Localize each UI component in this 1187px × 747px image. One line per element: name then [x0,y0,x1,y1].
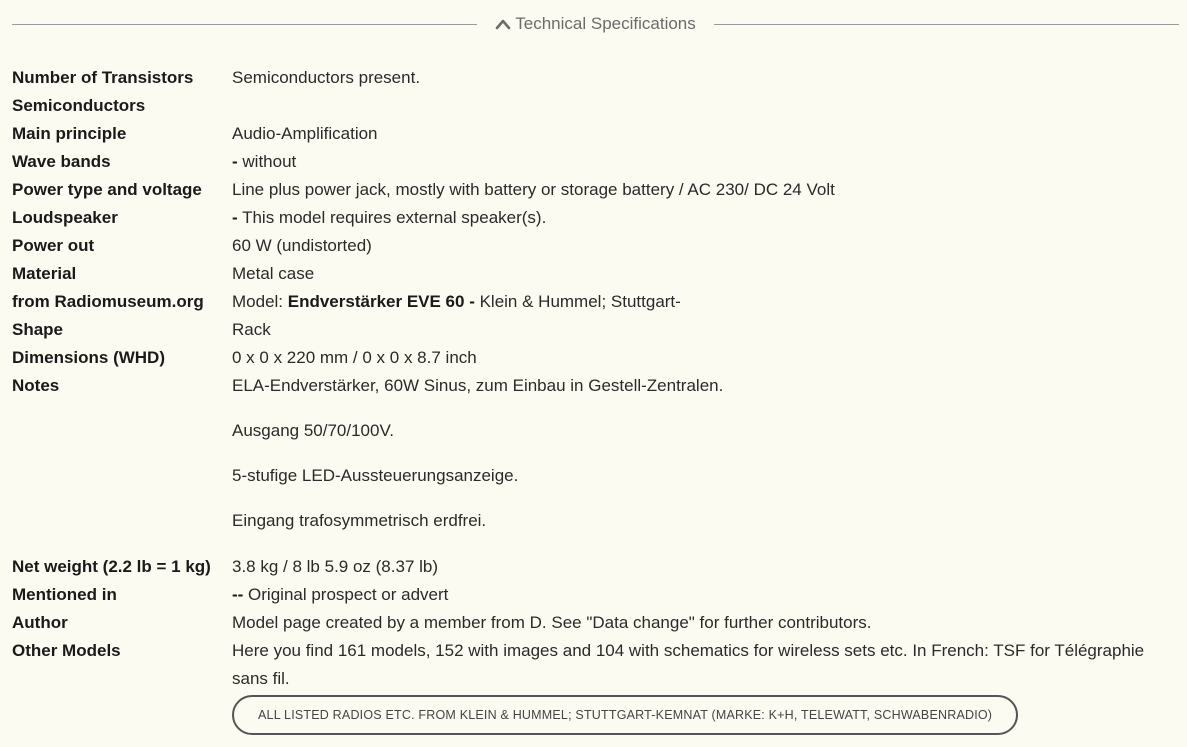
spec-row-semiconductors [12,92,1183,120]
notes-value [232,372,1183,553]
spec-row-dimensions [12,344,1183,372]
power-type-label: Power type and voltage [12,180,202,199]
mentioned-dash: -- [232,585,244,604]
other-models-label: Other Models [12,641,121,660]
spec-table [12,64,1183,735]
main-principle-label: Main principle [12,124,127,143]
from-radiomuseum-label: from Radiomuseum.org [12,292,204,311]
section-title: Technical Specifications [515,14,696,33]
spec-row-transistors [12,64,1183,92]
net-weight-label: Net weight (2.2 lb = 1 kg) [12,557,211,576]
semiconductors-value [232,92,1183,120]
notes-paragraph: Eingang trafosymmetrisch erdfrei. [232,511,487,530]
model-prefix: Model: [232,292,288,311]
material-value: Metal case [232,264,315,283]
spec-row-author [12,609,1183,637]
spec-row-material [12,260,1183,288]
power-type-value: Line plus power jack, mostly with battery or storage battery / AC 230/ DC 24 Volt [232,180,835,199]
spec-row-power-out [12,232,1183,260]
wave-bands-value [232,148,1183,176]
wave-bands-label: Wave bands [12,152,111,171]
dimensions-label: Dimensions (WHD) [12,348,165,367]
spec-row-other-models [12,637,1183,735]
technical-specifications-toggle[interactable] [477,14,713,34]
spec-row-main-principle [12,120,1183,148]
mentioned-in-value [232,581,1183,609]
author-label: Author [12,613,68,632]
spec-row-wave-bands [12,148,1183,176]
net-weight-value: 3.8 kg / 8 lb 5.9 oz (8.37 lb) [232,557,439,576]
loudspeaker-dash: - [232,208,238,227]
divider-right [714,24,1179,25]
shape-label: Shape [12,320,64,339]
mentioned-in-label: Mentioned in [12,585,117,604]
from-radiomuseum-value [232,288,1183,316]
spec-row-mentioned-in [12,581,1183,609]
material-label: Material [12,264,77,283]
wave-bands-text: without [237,152,297,171]
notes-paragraph: ELA-Endverstärker, 60W Sinus, zum Einbau in Gestell-Zentralen. [232,376,724,395]
all-listed-container [232,695,1183,735]
spec-row-notes [12,372,1183,553]
spec-row-from-radiomuseum [12,288,1183,316]
spec-row-power-type [12,176,1183,204]
main-principle-value: Audio-Amplification [232,124,378,143]
all-listed-radios-button[interactable]: ALL LISTED RADIOS ETC. FROM KLEIN & HUMMEL; STUTTGART-KEMNAT (MARKE: K+H, TELEWATT, SCHWABENRADIO) [232,695,1018,735]
loudspeaker-value [232,204,1183,232]
transistors-label: Number of Transistors [12,68,194,87]
divider-left [12,24,477,25]
dimensions-value: 0 x 0 x 220 mm / 0 x 0 x 8.7 inch [232,348,477,367]
other-models-value [232,637,1183,735]
spec-row-net-weight [12,553,1183,581]
other-models-text: Here you find 161 models, 152 with images and 104 with schematics for wireless sets etc. In French: TSF for Télégraphie sans fil. [232,641,1145,688]
author-value: Model page created by a member from D. See "Data change" for further contributors. [232,613,872,632]
spec-row-loudspeaker [12,204,1183,232]
chevron-up-icon [495,18,511,30]
power-out-label: Power out [12,236,95,255]
transistors-value: Semiconductors present. [232,68,421,87]
model-name: Endverstärker EVE 60 - [287,292,475,311]
notes-paragraph: 5-stufige LED-Aussteuerungsanzeige. [232,466,519,485]
loudspeaker-label: Loudspeaker [12,208,118,227]
mentioned-text: Original prospect or advert [243,585,449,604]
section-header [12,10,1179,38]
power-out-value: 60 W (undistorted) [232,236,372,255]
loudspeaker-text: This model requires external speaker(s). [237,208,547,227]
notes-paragraph: Ausgang 50/70/100V. [232,421,394,440]
wave-bands-dash: - [232,152,238,171]
shape-value: Rack [232,320,271,339]
notes-label: Notes [12,376,60,395]
model-manufacturer: Klein & Hummel; Stuttgart- [474,292,681,311]
spec-row-shape [12,316,1183,344]
semiconductors-label: Semiconductors [12,96,146,115]
